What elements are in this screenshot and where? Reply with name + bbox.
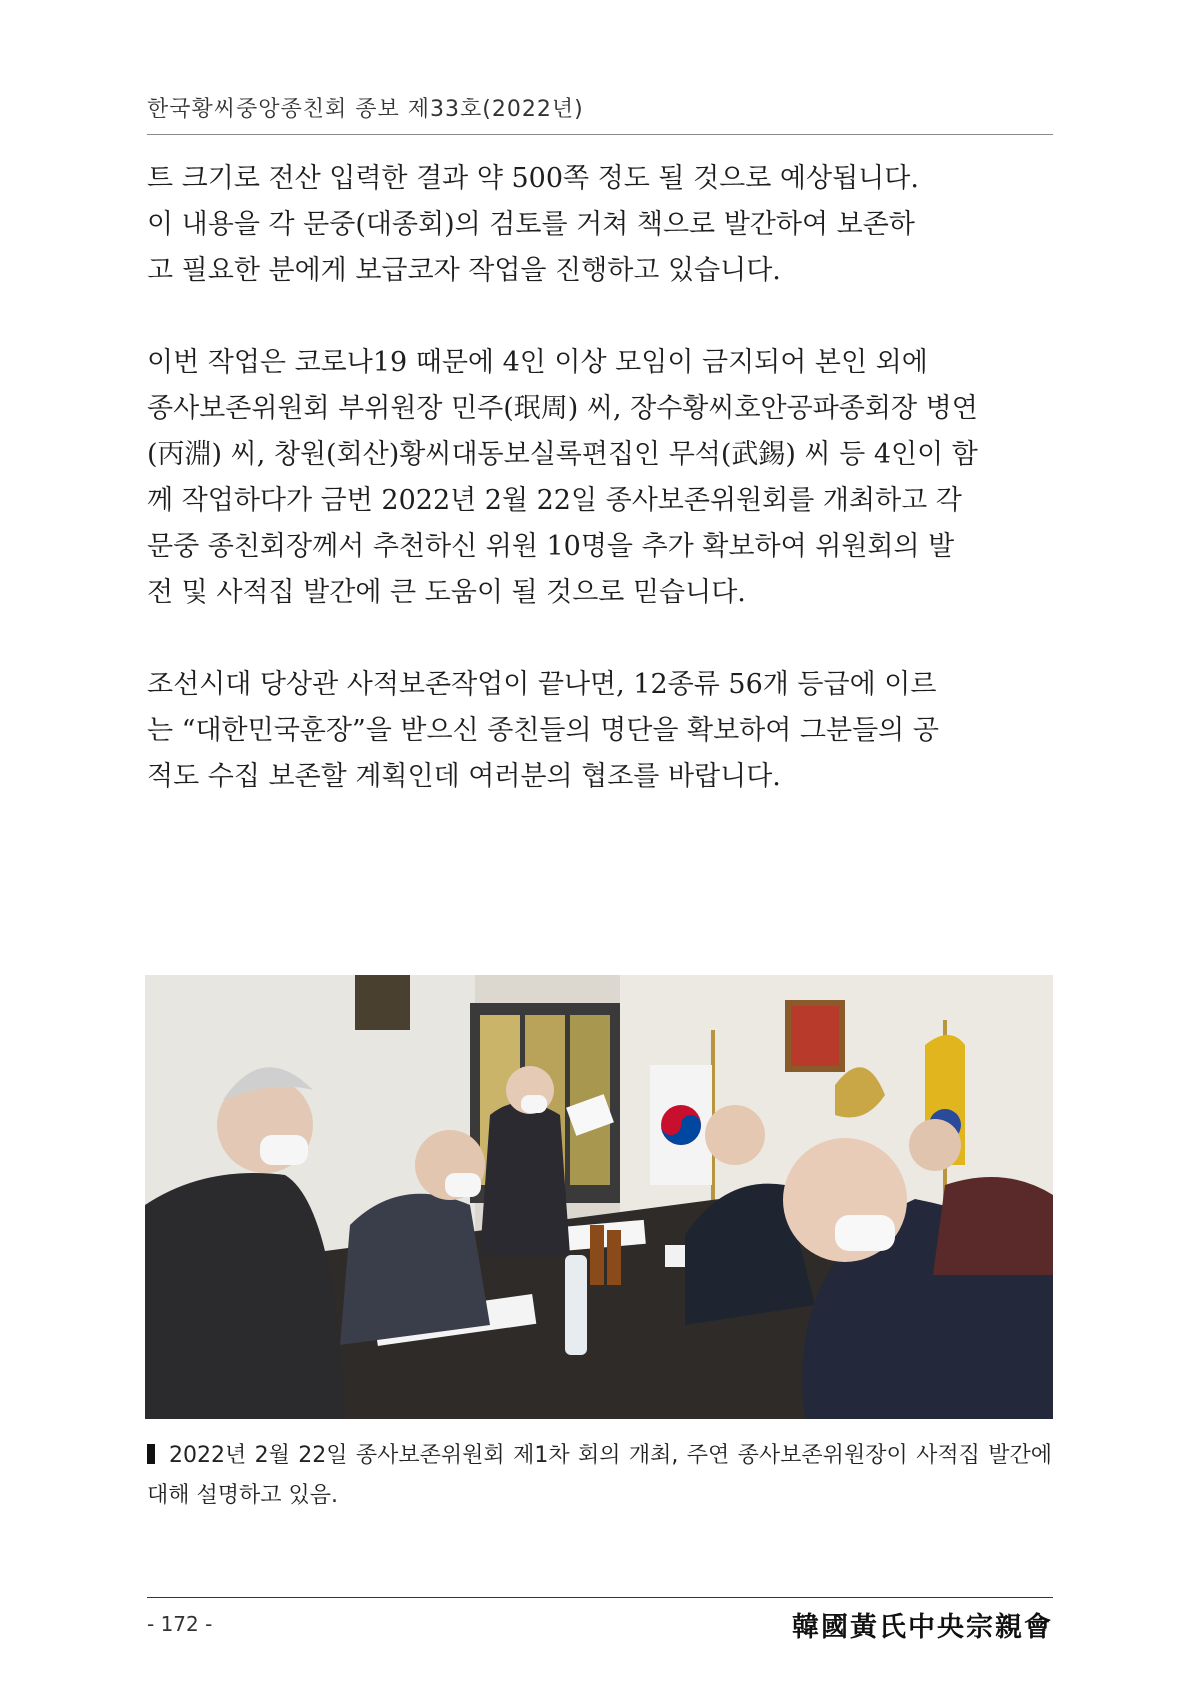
caption-bullet-icon: [147, 1444, 155, 1464]
text-line: 전 및 사적집 발간에 큰 도움이 될 것으로 믿습니다.: [147, 577, 746, 608]
text-line: 고 필요한 분에게 보급코자 작업을 진행하고 있습니다.: [147, 255, 781, 286]
caption-text: 2022년 2월 22일 종사보존위원회 제1차 회의 개최, 주연 종사보존위원장이 사적집 발간에 대해 설명하고 있음.: [147, 1443, 1052, 1508]
page-number: - 172 -: [147, 1612, 213, 1636]
paragraph-2: [147, 340, 1052, 616]
text-line: 조선시대 당상관 사적보존작업이 끝나면, 12종류 56개 등급에 이르: [147, 669, 937, 700]
text-line: (丙淵) 씨, 창원(회산)황씨대동보실록편집인 무석(武錫) 씨 등 4인이 함: [147, 439, 978, 470]
paragraph-3: [147, 662, 1052, 800]
photo-caption: [147, 1436, 1052, 1516]
text-line: 트 크기로 전산 입력한 결과 약 500쪽 정도 될 것으로 예상됩니다.: [147, 163, 919, 194]
article-body: [147, 156, 1052, 800]
paragraph-1: [147, 156, 1052, 294]
text-line: 는 “대한민국훈장”을 받으신 종친들의 명단을 확보하여 그분들의 공: [147, 715, 939, 746]
text-line: 문중 종친회장께서 추천하신 위원 10명을 추가 확보하여 위원회의 발: [147, 531, 955, 562]
header-divider: [147, 134, 1053, 135]
text-line: 적도 수집 보존할 계획인데 여러분의 협조를 바랍니다.: [147, 761, 781, 792]
text-line: 종사보존위원회 부위원장 민주(珉周) 씨, 장수황씨호안공파종회장 병연: [147, 393, 978, 424]
text-line: 이 내용을 각 문중(대종회)의 검토를 거쳐 책으로 발간하여 보존하: [147, 209, 915, 240]
publisher-name: 韓國黃氏中央宗親會: [792, 1612, 1053, 1643]
running-header: 한국황씨중앙종친회 종보 제33호(2022년): [147, 97, 584, 122]
meeting-photo: [145, 975, 1053, 1419]
text-line: 께 작업하다가 금번 2022년 2월 22일 종사보존위원회를 개최하고 각: [147, 485, 962, 516]
text-line: 이번 작업은 코로나19 때문에 4인 이상 모임이 금지되어 본인 외에: [147, 347, 928, 378]
footer-divider: [147, 1597, 1053, 1598]
meeting-photo-illustration: [145, 975, 1053, 1419]
